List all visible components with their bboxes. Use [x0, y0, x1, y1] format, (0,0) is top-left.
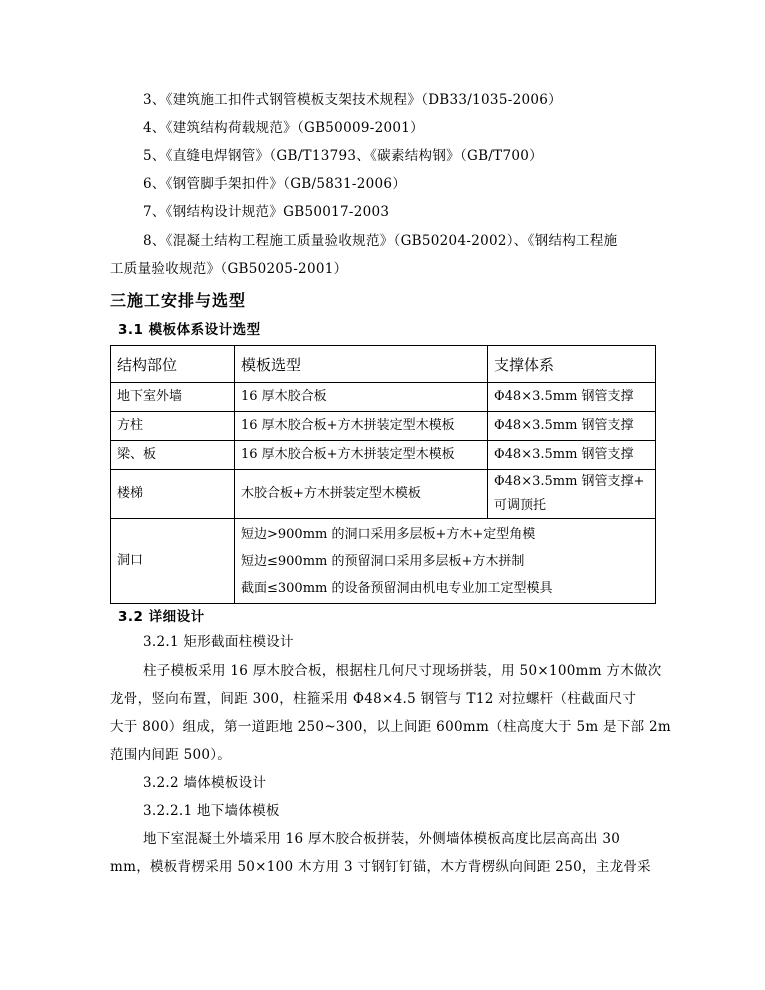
- table-row: [111, 383, 656, 412]
- table-cell: 16 厚木胶合板: [235, 383, 488, 412]
- table-header-row: [111, 346, 656, 383]
- body-heading: 3.2.1 矩形截面柱模设计: [143, 634, 294, 650]
- reference-item: 5、《直缝电焊钢管》（GB/T13793、《碳素结构钢》（GB/T700）: [143, 148, 543, 164]
- reference-item: 7、《钢结构设计规范》GB50017-2003: [143, 204, 390, 220]
- table-row: [111, 519, 656, 604]
- table-cell-line: 短边>900mm 的洞口采用多层板+方木+定型角模: [241, 526, 536, 542]
- table-cell: 方柱: [111, 412, 235, 441]
- body-paragraph-line: mm，模板背楞采用 50×100 木方用 3 寸钢钉钉锚，木方背楞纵向间距 250，主龙骨采: [110, 859, 651, 875]
- subsection-title: 3.2 详细设计: [118, 609, 205, 625]
- body-paragraph-line: 范围内间距 500）。: [110, 747, 232, 763]
- table-row: [111, 441, 656, 470]
- reference-item: 4、《建筑结构荷载规范》（GB50009-2001）: [143, 120, 424, 136]
- section-title: 三施工安排与选型: [110, 291, 247, 310]
- table-cell: Φ48×3.5mm 钢管支撑: [488, 412, 656, 441]
- table-cell-line: Φ48×3.5mm 钢管支撑+: [494, 474, 645, 489]
- table-cell: 洞口: [111, 519, 235, 604]
- reference-item-continued: 工质量验收规范》（GB50205-2001）: [110, 261, 348, 277]
- table-cell-line: 可调顶托: [494, 498, 547, 513]
- reference-item: 3、《建筑施工扣件式钢管模板支架技术规程》（DB33/1035-2006）: [143, 92, 562, 108]
- body-paragraph-line: 地下室混凝土外墙采用 16 厚木胶合板拼装，外侧墙体模板高度比层高高出 30: [143, 831, 621, 847]
- table-cell-multiline: [235, 519, 656, 604]
- table-cell: 地下室外墙: [111, 383, 235, 412]
- reference-item: 6、《钢管脚手架扣件》（GB/5831-2006）: [143, 176, 407, 192]
- table-cell-line: 短边≤900mm 的预留洞口采用多层板+方木拼制: [241, 553, 525, 569]
- table-row: [111, 412, 656, 441]
- table-header-cell: 模板选型: [235, 346, 488, 383]
- subsection-title: 3.1 模板体系设计选型: [118, 322, 261, 338]
- table-cell: 楼梯: [111, 470, 235, 519]
- table-cell: Φ48×3.5mm 钢管支撑: [488, 441, 656, 470]
- table-cell-multiline: [488, 470, 656, 519]
- table-header-cell: 结构部位: [111, 346, 235, 383]
- body-heading: 3.2.2 墙体模板设计: [143, 775, 267, 791]
- table-cell: 梁、板: [111, 441, 235, 470]
- table-cell: 木胶合板+方木拼装定型木模板: [235, 470, 488, 519]
- table-header-cell: 支撑体系: [488, 346, 656, 383]
- body-paragraph-line: 柱子模板采用 16 厚木胶合板，根据柱几何尺寸现场拼装，用 50×100mm 方木做次: [143, 663, 662, 679]
- table-cell: 16 厚木胶合板+方木拼装定型木模板: [235, 412, 488, 441]
- table-cell: Φ48×3.5mm 钢管支撑: [488, 383, 656, 412]
- body-heading: 3.2.2.1 地下墙体模板: [143, 803, 280, 819]
- formwork-selection-table: [110, 345, 656, 604]
- table-cell: 16 厚木胶合板+方木拼装定型木模板: [235, 441, 488, 470]
- body-paragraph-line: 龙骨，竖向布置，间距 300，柱箍采用 Φ48×4.5 钢管与 T12 对拉螺杆（柱截面尺寸: [110, 691, 637, 707]
- table-row: [111, 470, 656, 519]
- table-cell-line: 截面≤300mm 的设备预留洞由机电专业加工定型模具: [241, 580, 553, 596]
- body-paragraph-line: 大于 800）组成，第一道距地 250~300，以上间距 600mm（柱高度大于 5m 是下部 2m: [110, 719, 672, 735]
- reference-item: 8、《混凝土结构工程施工质量验收规范》（GB50204-2002）、《钢结构工程施: [143, 233, 618, 249]
